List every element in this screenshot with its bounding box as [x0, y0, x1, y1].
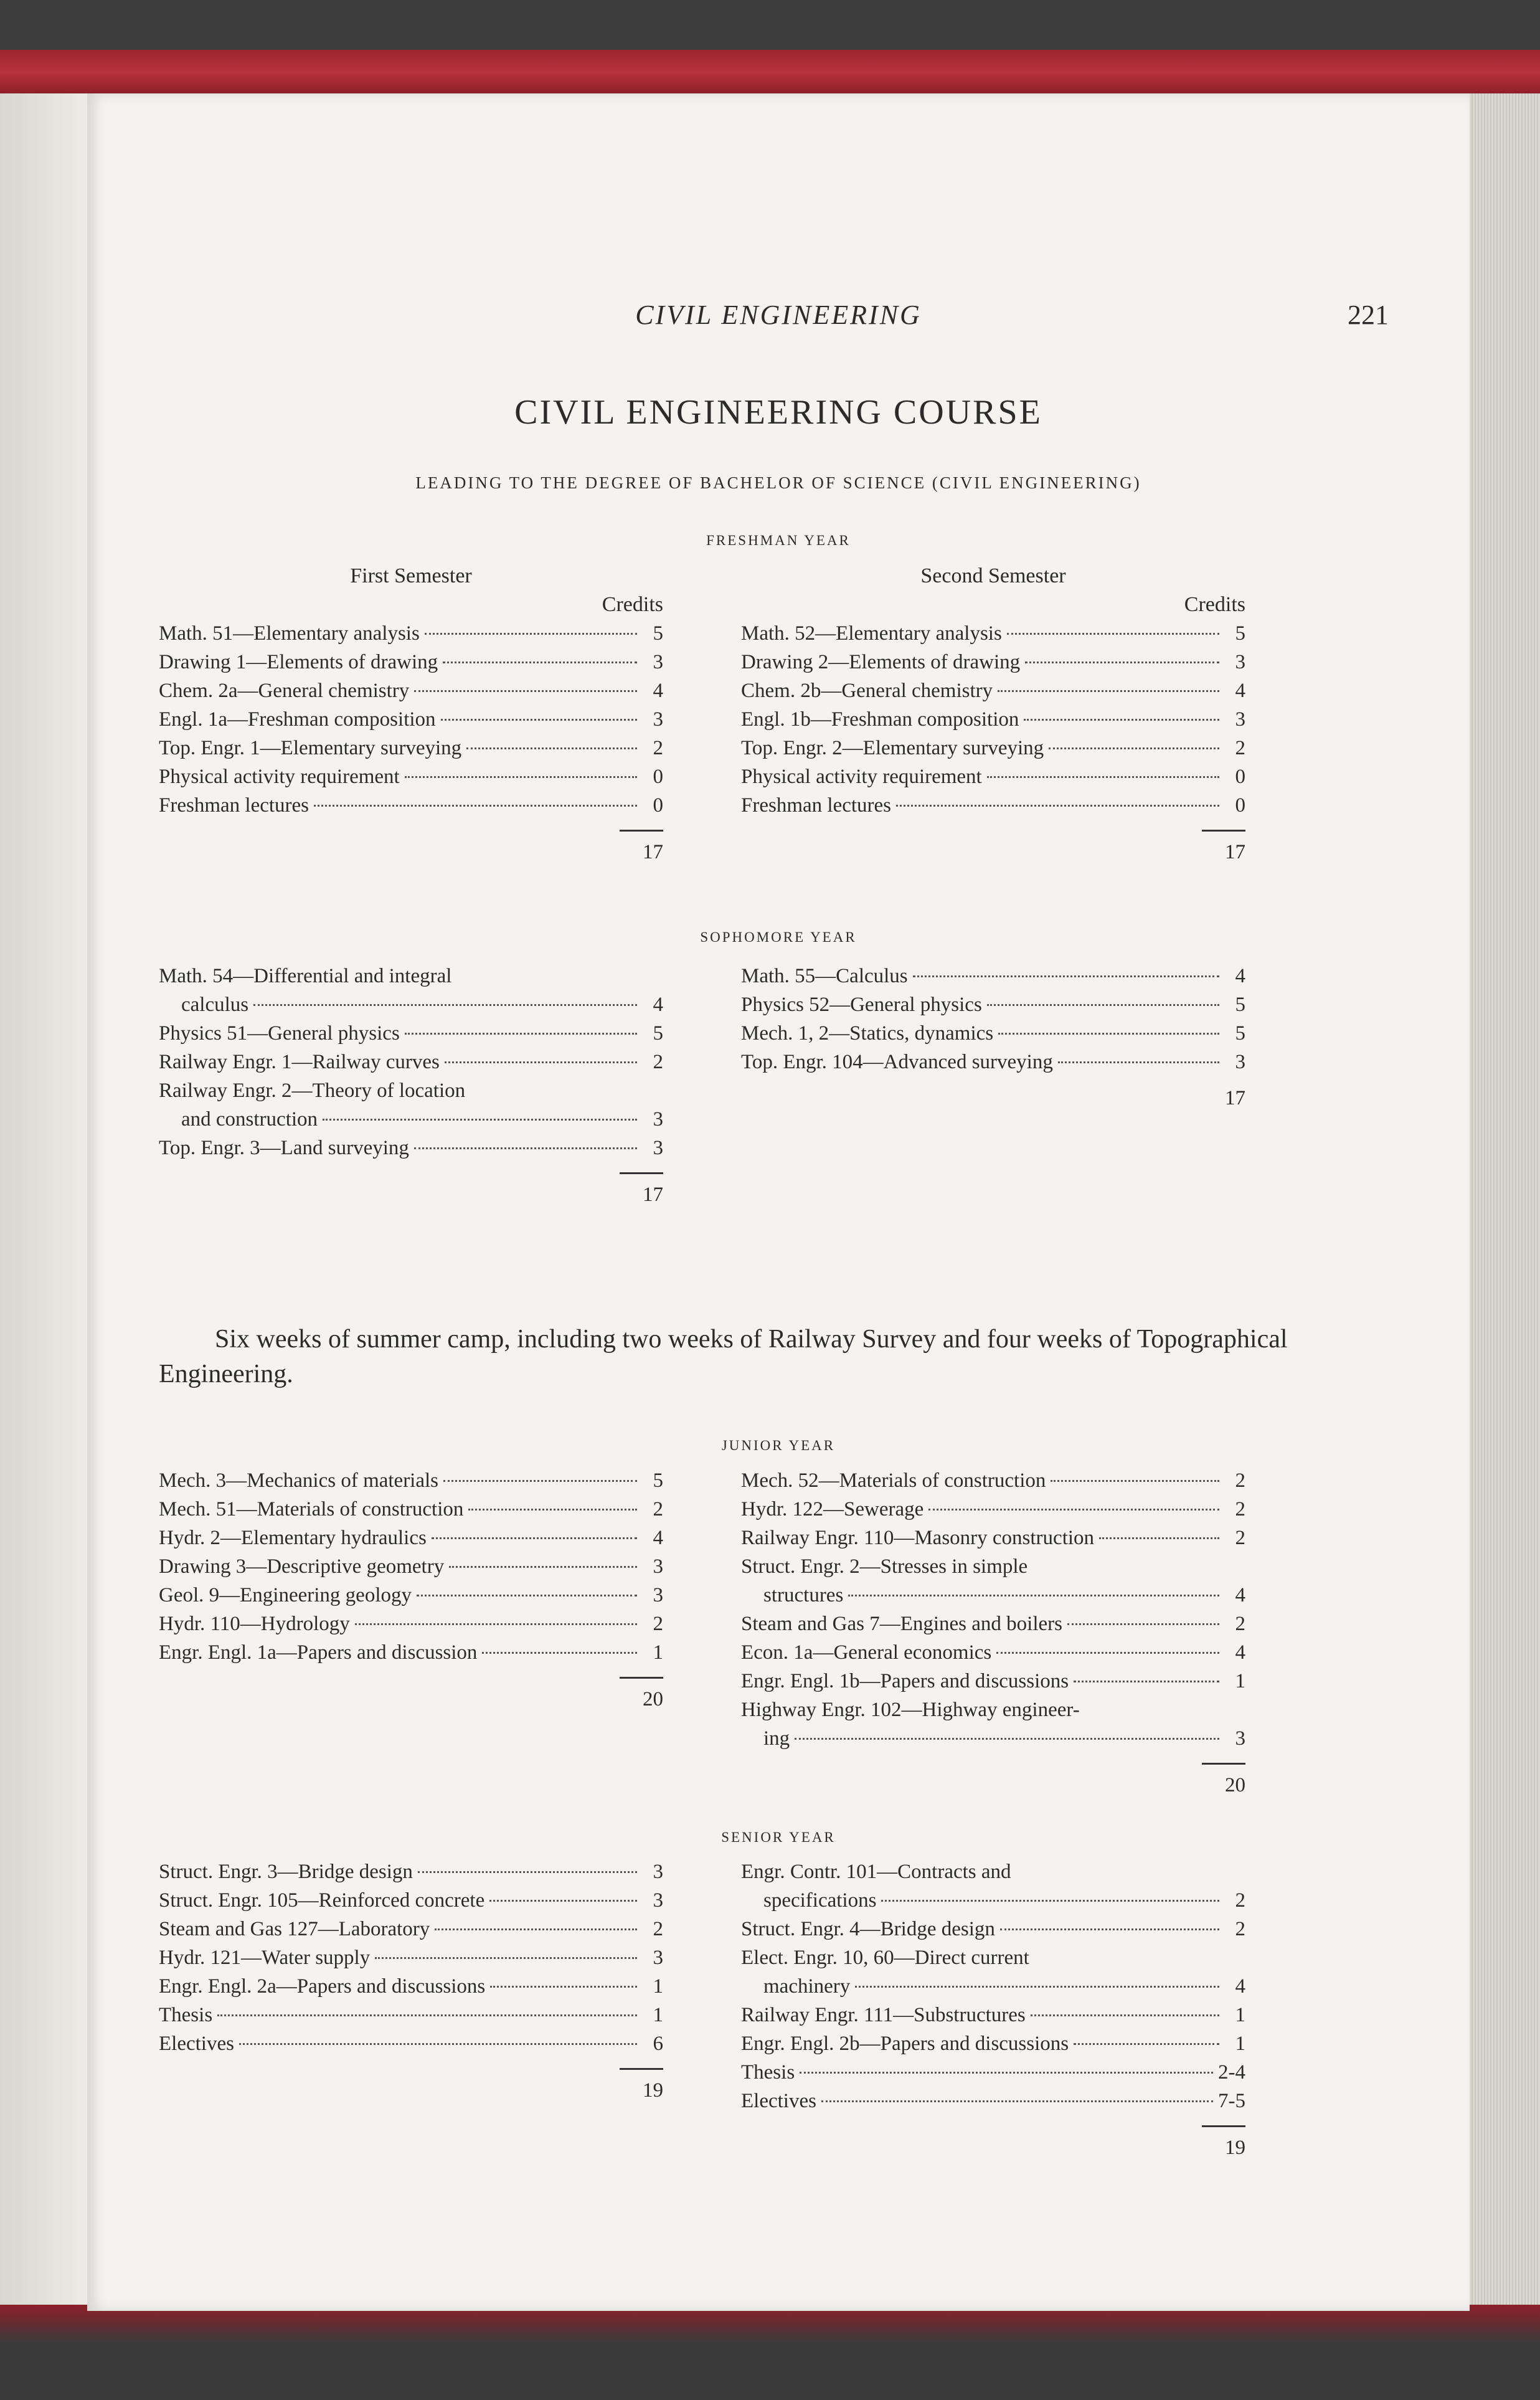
dot-leader [800, 2072, 1213, 2074]
semester-header [159, 562, 663, 619]
course-row [159, 2029, 663, 2058]
course-credits: 3 [1235, 708, 1245, 731]
dot-leader [323, 1119, 637, 1121]
course-credits: 3 [1235, 1727, 1245, 1750]
course-row [159, 648, 663, 676]
course-row [159, 1915, 663, 1943]
dot-leader [1074, 1681, 1219, 1682]
senior-first-semester [159, 1857, 663, 2105]
course-row [159, 1886, 663, 1915]
course-credits: 0 [1235, 794, 1245, 817]
course-credits: 2 [1235, 1889, 1245, 1912]
dot-leader [432, 1537, 637, 1539]
semester-name: First Semester [350, 564, 472, 587]
course-row [159, 619, 663, 648]
course-credits: 2 [653, 1918, 663, 1940]
total-rule [620, 2068, 663, 2070]
junior-second-semester [741, 1466, 1245, 1800]
course-name: Chem. 2b—General chemistry [741, 680, 993, 702]
course-credits: 3 [1235, 651, 1245, 673]
course-row [741, 1019, 1245, 1048]
course-name: specifications [763, 1889, 877, 1912]
course-credits: 4 [653, 994, 663, 1016]
dot-leader [998, 690, 1219, 692]
total-rule [1202, 1763, 1245, 1765]
course-row [159, 1524, 663, 1552]
course-name: Thesis [159, 2004, 213, 2026]
course-row [159, 990, 663, 1019]
total-rule [1202, 2125, 1245, 2127]
course-credits: 3 [653, 1861, 663, 1883]
course-credits: 2 [1235, 1498, 1245, 1520]
semester-total: 17 [643, 1183, 663, 1206]
dot-leader [913, 975, 1219, 977]
dot-leader [896, 805, 1219, 807]
course-row [741, 1524, 1245, 1552]
course-row [159, 1972, 663, 2001]
course-name: Steam and Gas 7—Engines and boilers [741, 1613, 1062, 1635]
course-name: Physical activity requirement [741, 766, 982, 788]
course-row [741, 2058, 1245, 2087]
course-name: Physics 51—General physics [159, 1022, 400, 1045]
course-credits: 0 [1235, 766, 1245, 788]
course-row [741, 1048, 1245, 1076]
course-list [741, 1466, 1245, 1753]
course-row [159, 1581, 663, 1610]
course-list [159, 962, 663, 1162]
course-row [741, 1972, 1245, 2001]
course-row [159, 734, 663, 762]
dot-leader [443, 1480, 637, 1482]
book-binding-bottom [0, 2305, 1540, 2400]
course-row [159, 962, 663, 990]
dot-leader [445, 1061, 637, 1063]
semester-total: 17 [1225, 1087, 1245, 1109]
course-name: Electives [159, 2032, 234, 2055]
course-credits: 4 [1235, 680, 1245, 702]
senior-year-heading: SENIOR YEAR [721, 1829, 836, 1845]
course-credits: 5 [1235, 1022, 1245, 1045]
course-credits: 2 [1235, 1469, 1245, 1492]
summer-camp-note: Six weeks of summer camp, including two weeks of Railway Survey and four weeks of Topographical Engineering. [159, 1325, 1288, 1388]
course-credits: 4 [1235, 965, 1245, 987]
dot-leader [1074, 2043, 1219, 2045]
degree-subtitle: LEADING TO THE DEGREE OF BACHELOR OF SCIENCE (CIVIL ENGINEERING) [415, 473, 1141, 492]
course-credits: 2 [653, 737, 663, 759]
course-row [741, 2087, 1245, 2115]
dot-leader [881, 1900, 1219, 1902]
course-name: Mech. 52—Materials of construction [741, 1469, 1046, 1492]
course-credits: 3 [653, 1137, 663, 1159]
course-credits: 3 [653, 1584, 663, 1606]
course-row [741, 1886, 1245, 1915]
course-credits: 7-5 [1218, 2090, 1245, 2112]
dot-leader [217, 2014, 637, 2016]
course-row [741, 990, 1245, 1019]
course-credits: 5 [653, 622, 663, 645]
course-credits: 3 [653, 651, 663, 673]
course-name: Mech. 1, 2—Statics, dynamics [741, 1022, 994, 1045]
course-name: Railway Engr. 110—Masonry construction [741, 1527, 1095, 1549]
course-credits: 2 [653, 1613, 663, 1635]
course-row [741, 762, 1245, 791]
dot-leader [1000, 1928, 1219, 1930]
course-row [741, 962, 1245, 990]
sophomore-second-semester [741, 962, 1245, 1112]
course-credits: 2-4 [1218, 2061, 1245, 2084]
course-name: Mech. 3—Mechanics of materials [159, 1469, 439, 1492]
dot-leader [435, 1928, 637, 1930]
dot-leader [405, 1033, 637, 1035]
dot-leader [1031, 2014, 1219, 2016]
dot-leader [355, 1623, 637, 1625]
course-name: Steam and Gas 127—Laboratory [159, 1918, 430, 1940]
course-name: Highway Engr. 102—Highway engineer- [741, 1699, 1080, 1721]
course-row [159, 1943, 663, 1972]
course-row [159, 1048, 663, 1076]
course-name: Struct. Engr. 105—Reinforced concrete [159, 1889, 485, 1912]
course-name: Physical activity requirement [159, 766, 400, 788]
course-row [741, 676, 1245, 705]
course-row [159, 1019, 663, 1048]
dot-leader [449, 1566, 637, 1568]
course-name: Math. 54—Differential and integral [159, 965, 452, 987]
dot-leader [466, 747, 637, 749]
total-rule [620, 830, 663, 832]
course-row [741, 619, 1245, 648]
dot-leader [996, 1652, 1219, 1654]
course-row [741, 1610, 1245, 1638]
dot-leader [418, 1871, 637, 1873]
course-name: Engl. 1a—Freshman composition [159, 708, 436, 731]
course-name: machinery [763, 1975, 851, 1998]
semester-header [741, 562, 1245, 619]
course-credits: 2 [1235, 1527, 1245, 1549]
course-credits: 1 [653, 2004, 663, 2026]
course-name: Chem. 2a—General chemistry [159, 680, 410, 702]
course-credits: 3 [653, 1108, 663, 1131]
course-row [159, 676, 663, 705]
course-row [159, 2001, 663, 2029]
course-credits: 5 [1235, 994, 1245, 1016]
course-list [741, 962, 1245, 1076]
backdrop [0, 0, 1540, 50]
course-credits: 0 [653, 794, 663, 817]
course-row [741, 1857, 1245, 1886]
course-credits: 5 [653, 1022, 663, 1045]
dot-leader [417, 1595, 637, 1596]
course-name: Engl. 1b—Freshman composition [741, 708, 1019, 731]
book-binding-top [0, 50, 1540, 93]
junior-year-heading: JUNIOR YEAR [721, 1438, 836, 1453]
running-head [87, 299, 1470, 336]
course-name: Drawing 1—Elements of drawing [159, 651, 438, 673]
course-name: Railway Engr. 111—Substructures [741, 2004, 1026, 2026]
dot-leader [848, 1595, 1219, 1596]
course-credits: 1 [653, 1641, 663, 1664]
course-row [741, 648, 1245, 676]
course-row [741, 1581, 1245, 1610]
dot-leader [1067, 1623, 1219, 1625]
semester-total: 19 [643, 2079, 663, 2102]
dot-leader [414, 690, 637, 692]
dot-leader [441, 719, 637, 721]
dot-leader [414, 1147, 637, 1149]
left-page-edge [0, 93, 87, 2311]
course-name: Top. Engr. 3—Land surveying [159, 1137, 409, 1159]
course-name: Math. 52—Elementary analysis [741, 622, 1002, 645]
course-name: Mech. 51—Materials of construction [159, 1498, 464, 1520]
dot-leader [795, 1738, 1219, 1740]
course-name: Hydr. 122—Sewerage [741, 1498, 924, 1520]
course-name: Freshman lectures [159, 794, 309, 817]
course-list [159, 1466, 663, 1667]
course-row [741, 1724, 1245, 1753]
course-row [741, 1495, 1245, 1524]
semester-total: 20 [643, 1688, 663, 1710]
semester-total: 17 [643, 841, 663, 863]
dot-leader [1024, 719, 1219, 721]
course-credits: 4 [1235, 1975, 1245, 1998]
book-page [87, 93, 1470, 2311]
course-name: Railway Engr. 2—Theory of location [159, 1079, 466, 1102]
course-name: Engr. Engl. 1a—Papers and discussion [159, 1641, 478, 1664]
course-name: Struct. Engr. 3—Bridge design [159, 1861, 413, 1883]
course-row [741, 705, 1245, 734]
total-rule [620, 1172, 663, 1174]
course-credits: 3 [1235, 1051, 1245, 1073]
dot-leader [490, 1986, 637, 1988]
dot-leader [855, 1986, 1219, 1988]
course-row [159, 1105, 663, 1134]
course-title: CIVIL ENGINEERING COURSE [514, 393, 1042, 432]
dot-leader [928, 1509, 1219, 1511]
course-credits: 4 [653, 680, 663, 702]
course-credits: 2 [1235, 1918, 1245, 1940]
dot-leader [987, 1004, 1219, 1006]
running-title: CIVIL ENGINEERING [635, 300, 922, 330]
dot-leader [1051, 1480, 1219, 1482]
course-row [741, 1552, 1245, 1581]
course-credits: 1 [653, 1975, 663, 1998]
course-row [159, 1466, 663, 1495]
dot-leader [1058, 1061, 1219, 1063]
course-credits: 4 [1235, 1584, 1245, 1606]
dot-leader [482, 1652, 637, 1654]
course-name: calculus [181, 994, 249, 1016]
course-credits: 3 [653, 1889, 663, 1912]
dot-leader [1025, 662, 1219, 663]
course-name: Top. Engr. 2—Elementary surveying [741, 737, 1044, 759]
course-credits: 2 [1235, 1613, 1245, 1635]
semester-name: Second Semester [920, 564, 1066, 587]
course-row [159, 762, 663, 791]
course-name: and construction [181, 1108, 318, 1131]
junior-first-semester [159, 1466, 663, 1714]
course-credits: 0 [653, 766, 663, 788]
course-row [741, 2001, 1245, 2029]
dot-leader [375, 1957, 637, 1959]
course-name: Math. 55—Calculus [741, 965, 908, 987]
freshman-second-semester [741, 562, 1245, 866]
dot-leader [468, 1509, 637, 1511]
course-name: Engr. Engl. 2b—Papers and discussions [741, 2032, 1069, 2055]
semester-total: 20 [1225, 1774, 1245, 1796]
total-rule [620, 1677, 663, 1679]
course-name: Hydr. 121—Water supply [159, 1947, 371, 1969]
dot-leader [443, 662, 637, 663]
dot-leader [987, 776, 1219, 778]
dot-leader [1099, 1537, 1219, 1539]
course-row [741, 1638, 1245, 1667]
course-row [741, 1943, 1245, 1972]
course-row [741, 1696, 1245, 1724]
dot-leader [253, 1004, 637, 1006]
course-name: Hydr. 2—Elementary hydraulics [159, 1527, 427, 1549]
course-row [741, 2029, 1245, 2058]
page-stack-edge [1470, 93, 1540, 2311]
course-row [159, 1638, 663, 1667]
course-list [741, 1857, 1245, 2115]
course-name: Freshman lectures [741, 794, 892, 817]
freshman-year-heading: FRESHMAN YEAR [706, 533, 851, 548]
course-credits: 1 [1235, 2004, 1245, 2026]
course-row [741, 1667, 1245, 1696]
course-name: Econ. 1a—General economics [741, 1641, 992, 1664]
course-list [159, 1857, 663, 2058]
total-rule [1202, 830, 1245, 832]
course-credits: 6 [653, 2032, 663, 2055]
page-number: 221 [1348, 300, 1389, 330]
course-credits: 3 [653, 1555, 663, 1578]
course-name: Engr. Contr. 101—Contracts and [741, 1861, 1011, 1883]
semester-total: 19 [1225, 2137, 1245, 2159]
course-row [159, 1857, 663, 1886]
course-row [159, 1076, 663, 1105]
dot-leader [1049, 747, 1219, 749]
course-credits: 2 [653, 1498, 663, 1520]
course-name: Top. Engr. 104—Advanced surveying [741, 1051, 1053, 1073]
course-row [159, 1495, 663, 1524]
freshman-first-semester [159, 562, 663, 866]
course-name: Engr. Engl. 1b—Papers and discussions [741, 1670, 1069, 1692]
course-name: Elect. Engr. 10, 60—Direct current [741, 1947, 1029, 1969]
course-row [741, 1466, 1245, 1495]
course-credits: 2 [1235, 737, 1245, 759]
dot-leader [489, 1900, 637, 1902]
dot-leader [239, 2043, 637, 2045]
course-credits: 4 [1235, 1641, 1245, 1664]
course-name: Geol. 9—Engineering geology [159, 1584, 412, 1606]
course-row [159, 1552, 663, 1581]
dot-leader [821, 2100, 1213, 2102]
course-row [741, 791, 1245, 820]
course-list [741, 619, 1245, 820]
course-name: ing [763, 1727, 790, 1750]
course-credits: 1 [1235, 1670, 1245, 1692]
course-name: Physics 52—General physics [741, 994, 982, 1016]
course-row [741, 1915, 1245, 1943]
senior-second-semester [741, 1857, 1245, 2162]
course-name: Drawing 2—Elements of drawing [741, 651, 1021, 673]
course-name: Drawing 3—Descriptive geometry [159, 1555, 445, 1578]
course-row [159, 1134, 663, 1162]
dot-leader [314, 805, 637, 807]
course-credits: 1 [1235, 2032, 1245, 2055]
credits-label: Credits [602, 593, 663, 616]
course-name: Electives [741, 2090, 816, 2112]
dot-leader [998, 1033, 1219, 1035]
course-name: Railway Engr. 1—Railway curves [159, 1051, 440, 1073]
course-name: structures [763, 1584, 844, 1606]
course-name: Struct. Engr. 2—Stresses in simple [741, 1555, 1028, 1578]
course-name: Engr. Engl. 2a—Papers and discussions [159, 1975, 486, 1998]
course-credits: 5 [1235, 622, 1245, 645]
course-credits: 2 [653, 1051, 663, 1073]
course-name: Math. 51—Elementary analysis [159, 622, 420, 645]
course-name: Hydr. 110—Hydrology [159, 1613, 350, 1635]
dot-leader [1007, 633, 1219, 635]
credits-label: Credits [1184, 593, 1245, 616]
course-credits: 4 [653, 1527, 663, 1549]
sophomore-year-heading: SOPHOMORE YEAR [700, 929, 857, 945]
course-credits: 3 [653, 708, 663, 731]
course-list [159, 619, 663, 820]
course-name: Struct. Engr. 4—Bridge design [741, 1918, 995, 1940]
course-credits: 3 [653, 1947, 663, 1969]
dot-leader [425, 633, 637, 635]
course-credits: 5 [653, 1469, 663, 1492]
semester-total: 17 [1225, 841, 1245, 863]
course-name: Thesis [741, 2061, 795, 2084]
course-row [741, 734, 1245, 762]
dot-leader [405, 776, 637, 778]
sophomore-first-semester [159, 962, 663, 1209]
course-row [159, 705, 663, 734]
course-row [159, 1610, 663, 1638]
course-row [159, 791, 663, 820]
course-name: Top. Engr. 1—Elementary surveying [159, 737, 462, 759]
